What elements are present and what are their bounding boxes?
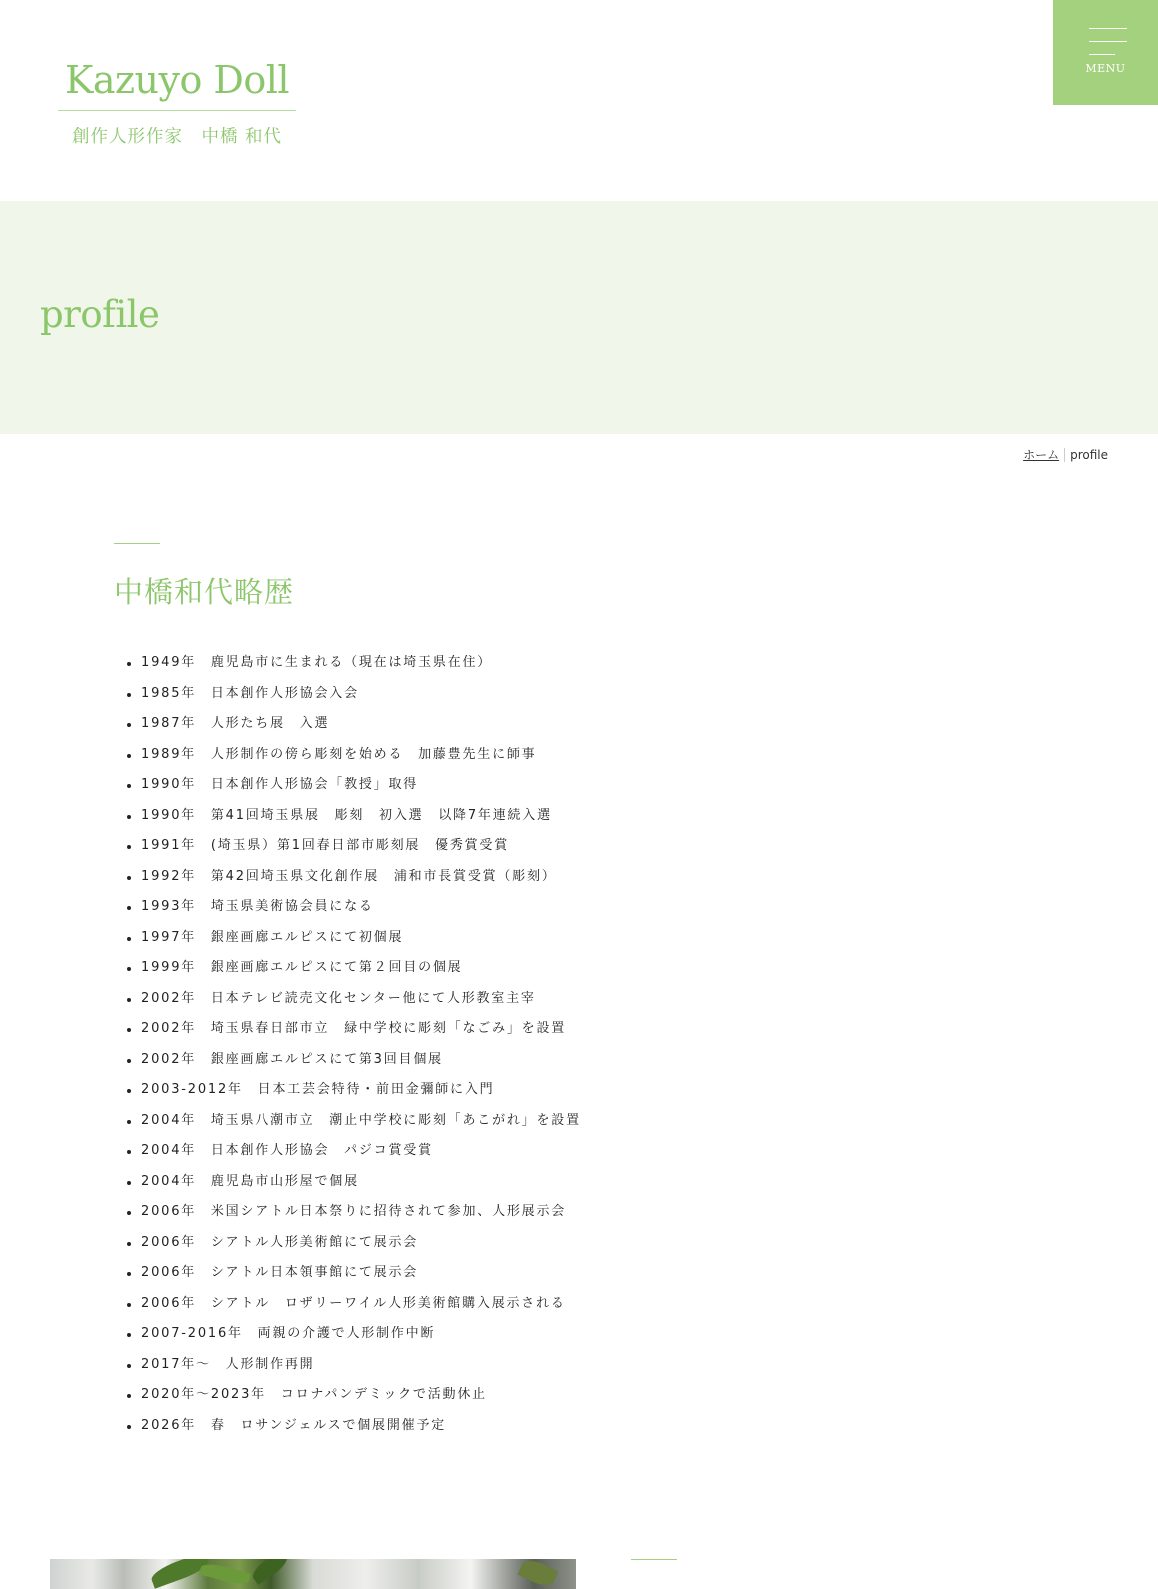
- photo-plant-leaf: [199, 1561, 251, 1587]
- hamburger-bar: [1089, 41, 1127, 42]
- history-item: 2006年 米国シアトル日本祭りに招待されて参加、人形展示会: [141, 1197, 581, 1228]
- history-list: [141, 648, 581, 1441]
- section-divider: [631, 1559, 677, 1560]
- history-item: 2002年 日本テレビ読売文化センター他にて人形教室主宰: [141, 984, 581, 1015]
- profile-photo: [50, 1559, 576, 1589]
- site-header: [0, 0, 1158, 201]
- breadcrumb: [1023, 446, 1108, 463]
- history-item: 2006年 シアトル ロザリーワイル人形美術館購入展示される: [141, 1289, 581, 1320]
- site-logo[interactable]: [58, 52, 296, 148]
- history-item: 1999年 銀座画廊エルピスにて第２回目の個展: [141, 953, 581, 984]
- history-item: 2006年 シアトル人形美術館にて展示会: [141, 1228, 581, 1259]
- history-item: 1990年 日本創作人形協会「教授」取得: [141, 770, 581, 801]
- history-item: 1991年 (埼玉県）第1回春日部市彫刻展 優秀賞受賞: [141, 831, 581, 862]
- breadcrumb-current: profile: [1070, 447, 1108, 462]
- logo-title: Kazuyo Doll: [58, 52, 296, 111]
- history-item: 1989年 人形制作の傍ら彫刻を始める 加藤豊先生に師事: [141, 740, 581, 771]
- history-item: 2007-2016年 両親の介護で人形制作中断: [141, 1319, 581, 1350]
- history-item: 1990年 第41回埼玉県展 彫刻 初入選 以降7年連続入選: [141, 801, 581, 832]
- history-item: 1949年 鹿児島市に生まれる（現在は埼玉県在住）: [141, 648, 581, 679]
- page-hero: [0, 201, 1158, 434]
- menu-button[interactable]: [1053, 0, 1158, 105]
- history-item: 1993年 埼玉県美術協会員になる: [141, 892, 581, 923]
- history-item: 1997年 銀座画廊エルピスにて初個展: [141, 923, 581, 954]
- history-item: 2017年～ 人形制作再開: [141, 1350, 581, 1381]
- history-item: 2004年 埼玉県八潮市立 潮止中学校に彫刻「あこがれ」を設置: [141, 1106, 581, 1137]
- history-item: 1987年 人形たち展 入選: [141, 709, 581, 740]
- breadcrumb-home-link[interactable]: ホーム: [1023, 448, 1060, 462]
- section-heading: 中橋和代略歴: [114, 575, 295, 609]
- history-item: 2002年 銀座画廊エルピスにて第3回目個展: [141, 1045, 581, 1076]
- hamburger-bar: [1089, 54, 1115, 55]
- history-item: 2006年 シアトル日本領事館にて展示会: [141, 1258, 581, 1289]
- photo-plant-leaf: [517, 1559, 558, 1589]
- history-item: 2004年 鹿児島市山形屋で個展: [141, 1167, 581, 1198]
- photo-plant-leaf: [249, 1559, 291, 1585]
- history-item: 2002年 埼玉県春日部市立 緑中学校に彫刻「なごみ」を設置: [141, 1014, 581, 1045]
- history-item: 1985年 日本創作人形協会入会: [141, 679, 581, 710]
- page-title: profile: [40, 293, 160, 336]
- breadcrumb-separator: [1064, 448, 1065, 462]
- section-divider: [114, 543, 160, 544]
- history-item: 2026年 春 ロサンジェルスで個展開催予定: [141, 1411, 581, 1442]
- history-item: 2004年 日本創作人形協会 パジコ賞受賞: [141, 1136, 581, 1167]
- hamburger-bar: [1089, 28, 1127, 29]
- logo-subtitle: 創作人形作家 中橋 和代: [71, 127, 283, 147]
- history-item: 2020年～2023年 コロナパンデミックで活動休止: [141, 1380, 581, 1411]
- history-item: 2003-2012年 日本工芸会特待・前田金彌師に入門: [141, 1075, 581, 1106]
- menu-label: MENU: [1085, 62, 1126, 75]
- history-item: 1992年 第42回埼玉県文化創作展 浦和市長賞受賞（彫刻）: [141, 862, 581, 893]
